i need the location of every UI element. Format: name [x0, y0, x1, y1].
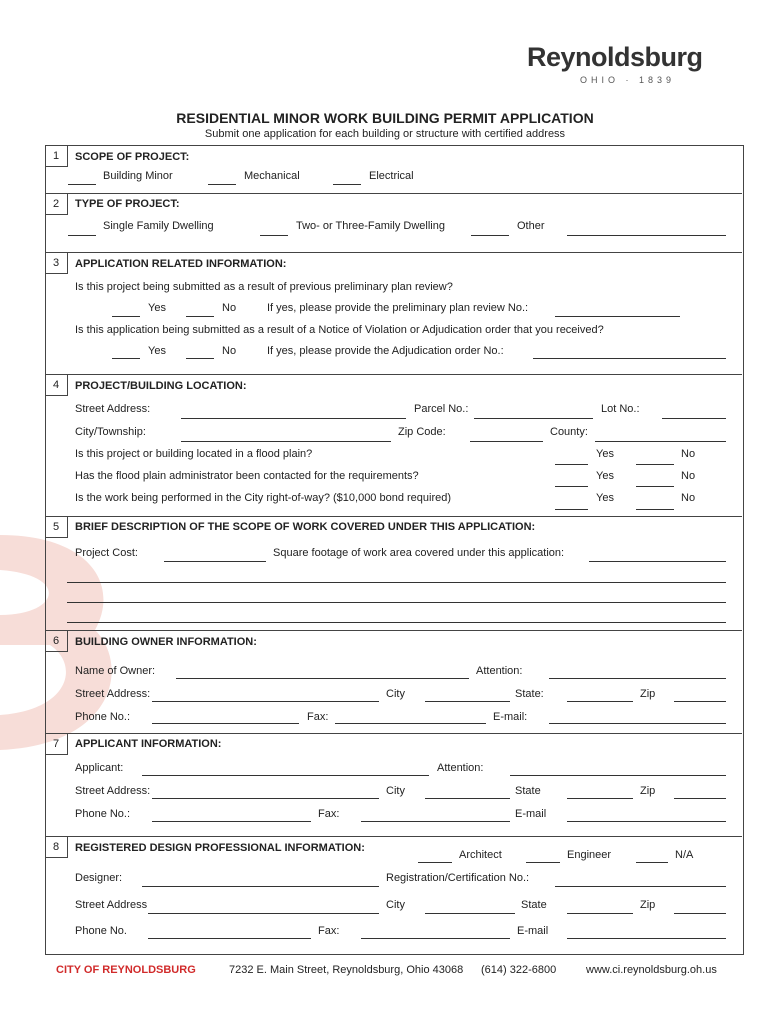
applicant-label: Applicant:	[75, 762, 124, 774]
section-title-scope: SCOPE OF PROJECT:	[75, 151, 190, 163]
applicant-fax-field[interactable]	[361, 821, 510, 822]
na-label: N/A	[675, 849, 694, 861]
checkbox-line-q1-no[interactable]	[186, 316, 214, 317]
other-field[interactable]	[567, 235, 726, 236]
question-flood-admin: Has the flood plain administrator been contacted for the requirements?	[75, 470, 419, 482]
owner-zip-field[interactable]	[674, 701, 726, 702]
owner-state-label: State:	[515, 688, 544, 700]
checkbox-line-mechanical[interactable]	[208, 184, 236, 185]
section-number: 6	[45, 631, 68, 652]
row-yes-label: Yes	[596, 492, 614, 504]
q1-no-label: No	[222, 302, 237, 314]
designer-label: Designer:	[75, 872, 123, 884]
architect-label: Architect	[459, 849, 502, 861]
footer-city: CITY OF REYNOLDSBURG	[56, 964, 196, 976]
section-title-applicant: APPLICANT INFORMATION:	[75, 738, 222, 750]
owner-attention-field[interactable]	[549, 678, 726, 679]
q2-yes-label: Yes	[148, 345, 166, 357]
registration-field[interactable]	[555, 886, 726, 887]
applicant-state-label: State	[515, 785, 541, 797]
checkbox-line-building-minor[interactable]	[68, 184, 96, 185]
question-violation: Is this application being submitted as a result of a Notice of Violation or Adjudication order that you received?	[75, 324, 604, 336]
flood-no-label: No	[681, 448, 696, 460]
option-electrical: Electrical	[369, 170, 414, 182]
engineer-label: Engineer	[567, 849, 612, 861]
section-title-description: BRIEF DESCRIPTION OF THE SCOPE OF WORK COVERED UNDER THIS APPLICATION:	[75, 521, 536, 533]
applicant-field[interactable]	[142, 775, 429, 776]
checkbox-line-electrical[interactable]	[333, 184, 361, 185]
applicant-email-label: E-mail	[515, 808, 547, 820]
page-subtitle: Submit one application for each building or structure with certified address	[204, 128, 566, 140]
row-no-label: No	[681, 492, 696, 504]
section-title-design-professional: REGISTERED DESIGN PROFESSIONAL INFORMATION:	[75, 842, 365, 854]
checkbox-line-flood-no[interactable]	[636, 464, 674, 465]
section-number: 7	[45, 734, 68, 755]
divider	[45, 630, 742, 631]
applicant-email-field[interactable]	[567, 821, 726, 822]
applicant-phone-label: Phone No.:	[75, 808, 131, 820]
description-line[interactable]	[67, 622, 726, 623]
county-label: County:	[550, 426, 588, 438]
owner-phone-label: Phone No.:	[75, 711, 131, 723]
section-title-type: TYPE OF PROJECT:	[75, 198, 180, 210]
option-building-minor: Building Minor	[103, 170, 173, 182]
owner-attention-label: Attention:	[476, 665, 523, 677]
checkbox-line-row-yes[interactable]	[555, 509, 588, 510]
applicant-attention-label: Attention:	[437, 762, 484, 774]
checkbox-line-single-family[interactable]	[68, 235, 96, 236]
design-street-label: Street Address	[75, 899, 148, 911]
checkbox-line-row-no[interactable]	[636, 509, 674, 510]
applicant-state-field[interactable]	[567, 798, 633, 799]
designer-field[interactable]	[142, 886, 379, 887]
page-title: RESIDENTIAL MINOR WORK BUILDING PERMIT APPLICATION	[176, 110, 594, 126]
section-title-location: PROJECT/BUILDING LOCATION:	[75, 380, 247, 392]
option-mechanical: Mechanical	[244, 170, 300, 182]
section-number: 4	[45, 375, 68, 396]
owner-city-label: City	[386, 688, 405, 700]
design-state-label: State	[521, 899, 547, 911]
divider	[45, 193, 742, 194]
owner-email-label: E-mail:	[493, 711, 528, 723]
divider	[45, 516, 742, 517]
divider	[45, 733, 742, 734]
checkbox-line-q2-no[interactable]	[186, 358, 214, 359]
applicant-street-label: Street Address:	[75, 785, 151, 797]
design-email-field[interactable]	[567, 938, 726, 939]
checkbox-line-q2-yes[interactable]	[112, 358, 140, 359]
owner-street-label: Street Address:	[75, 688, 151, 700]
preliminary-plan-review-no-field[interactable]	[555, 316, 680, 317]
checkbox-line-two-three-family[interactable]	[260, 235, 288, 236]
design-phone-field[interactable]	[148, 938, 311, 939]
owner-fax-label: Fax:	[307, 711, 329, 723]
design-zip-label: Zip	[640, 899, 656, 911]
checkbox-line-admin-no[interactable]	[636, 486, 674, 487]
owner-name-label: Name of Owner:	[75, 665, 156, 677]
owner-street-field[interactable]	[152, 701, 379, 702]
applicant-zip-label: Zip	[640, 785, 656, 797]
description-line[interactable]	[67, 582, 726, 583]
design-phone-label: Phone No.	[75, 925, 127, 937]
q2-no-label: No	[222, 345, 237, 357]
section-title-owner: BUILDING OWNER INFORMATION:	[75, 636, 257, 648]
q1-follow-label: If yes, please provide the preliminary plan review No.:	[267, 302, 529, 314]
logo-subtitle: OHIO · 1839	[580, 75, 676, 85]
divider	[45, 252, 742, 253]
owner-email-field[interactable]	[549, 723, 726, 724]
applicant-attention-field[interactable]	[510, 775, 726, 776]
applicant-phone-field[interactable]	[152, 821, 311, 822]
project-cost-field[interactable]	[164, 561, 266, 562]
owner-name-field[interactable]	[176, 678, 469, 679]
adjudication-order-no-field[interactable]	[533, 358, 726, 359]
admin-no-label: No	[681, 470, 696, 482]
zip-code-field[interactable]	[470, 441, 543, 442]
checkbox-line-q1-yes[interactable]	[112, 316, 140, 317]
checkbox-line-na[interactable]	[636, 862, 668, 863]
design-city-field[interactable]	[425, 913, 515, 914]
applicant-street-field[interactable]	[152, 798, 379, 799]
divider	[45, 374, 742, 375]
street-address-field[interactable]	[181, 418, 406, 419]
question-flood-plain: Is this project or building located in a flood plain?	[75, 448, 313, 460]
question-right-of-way: Is the work being performed in the City right-of-way? ($10,000 bond required)	[75, 492, 452, 504]
city-township-label: City/Township:	[75, 426, 146, 438]
section-number: 1	[45, 146, 68, 167]
applicant-city-label: City	[386, 785, 405, 797]
q2-follow-label: If yes, please provide the Adjudication order No.:	[267, 345, 504, 357]
lot-field[interactable]	[662, 418, 726, 419]
section-number: 3	[45, 253, 68, 274]
section-number: 2	[45, 194, 68, 215]
question-preliminary: Is this project being submitted as a result of previous preliminary plan review?	[75, 281, 453, 293]
sqft-field[interactable]	[589, 561, 726, 562]
q1-yes-label: Yes	[148, 302, 166, 314]
checkbox-line-architect[interactable]	[418, 862, 452, 863]
section-number: 5	[45, 517, 68, 538]
admin-yes-label: Yes	[596, 470, 614, 482]
design-city-label: City	[386, 899, 405, 911]
checkbox-line-other[interactable]	[471, 235, 509, 236]
divider	[45, 836, 742, 837]
footer-address: 7232 E. Main Street, Reynoldsburg, Ohio 43068	[229, 964, 464, 976]
design-state-field[interactable]	[567, 913, 633, 914]
parcel-label: Parcel No.:	[414, 403, 469, 415]
sqft-label: Square footage of work area covered under this application:	[273, 547, 565, 559]
applicant-city-field[interactable]	[425, 798, 510, 799]
owner-phone-field[interactable]	[152, 723, 299, 724]
owner-zip-label: Zip	[640, 688, 656, 700]
footer-phone: (614) 322-6800	[481, 964, 557, 976]
section-number: 8	[45, 837, 68, 858]
project-cost-label: Project Cost:	[75, 547, 138, 559]
option-single-family: Single Family Dwelling	[103, 220, 214, 232]
section-title-application: APPLICATION RELATED INFORMATION:	[75, 258, 287, 270]
registration-label: Registration/Certification No.:	[386, 872, 530, 884]
option-two-three-family: Two- or Three-Family Dwelling	[296, 220, 445, 232]
zip-code-label: Zip Code:	[398, 426, 446, 438]
design-zip-field[interactable]	[674, 913, 726, 914]
logo-wordmark: Reynoldsburg	[527, 42, 703, 72]
owner-state-field[interactable]	[567, 701, 633, 702]
logo	[527, 42, 703, 73]
lot-label: Lot No.:	[601, 403, 640, 415]
description-line[interactable]	[67, 602, 726, 603]
checkbox-line-flood-yes[interactable]	[555, 464, 588, 465]
design-street-field[interactable]	[148, 913, 379, 914]
street-address-label: Street Address:	[75, 403, 151, 415]
checkbox-line-engineer[interactable]	[526, 862, 560, 863]
design-email-label: E-mail	[517, 925, 549, 937]
checkbox-line-admin-yes[interactable]	[555, 486, 588, 487]
footer-website[interactable]: www.ci.reynoldsburg.oh.us	[586, 964, 717, 976]
flood-yes-label: Yes	[596, 448, 614, 460]
applicant-zip-field[interactable]	[674, 798, 726, 799]
design-fax-label: Fax:	[318, 925, 340, 937]
parcel-field[interactable]	[474, 418, 593, 419]
option-other: Other	[517, 220, 545, 232]
owner-city-field[interactable]	[425, 701, 510, 702]
owner-fax-field[interactable]	[335, 723, 486, 724]
applicant-fax-label: Fax:	[318, 808, 340, 820]
county-field[interactable]	[595, 441, 726, 442]
design-fax-field[interactable]	[361, 938, 510, 939]
city-township-field[interactable]	[181, 441, 391, 442]
